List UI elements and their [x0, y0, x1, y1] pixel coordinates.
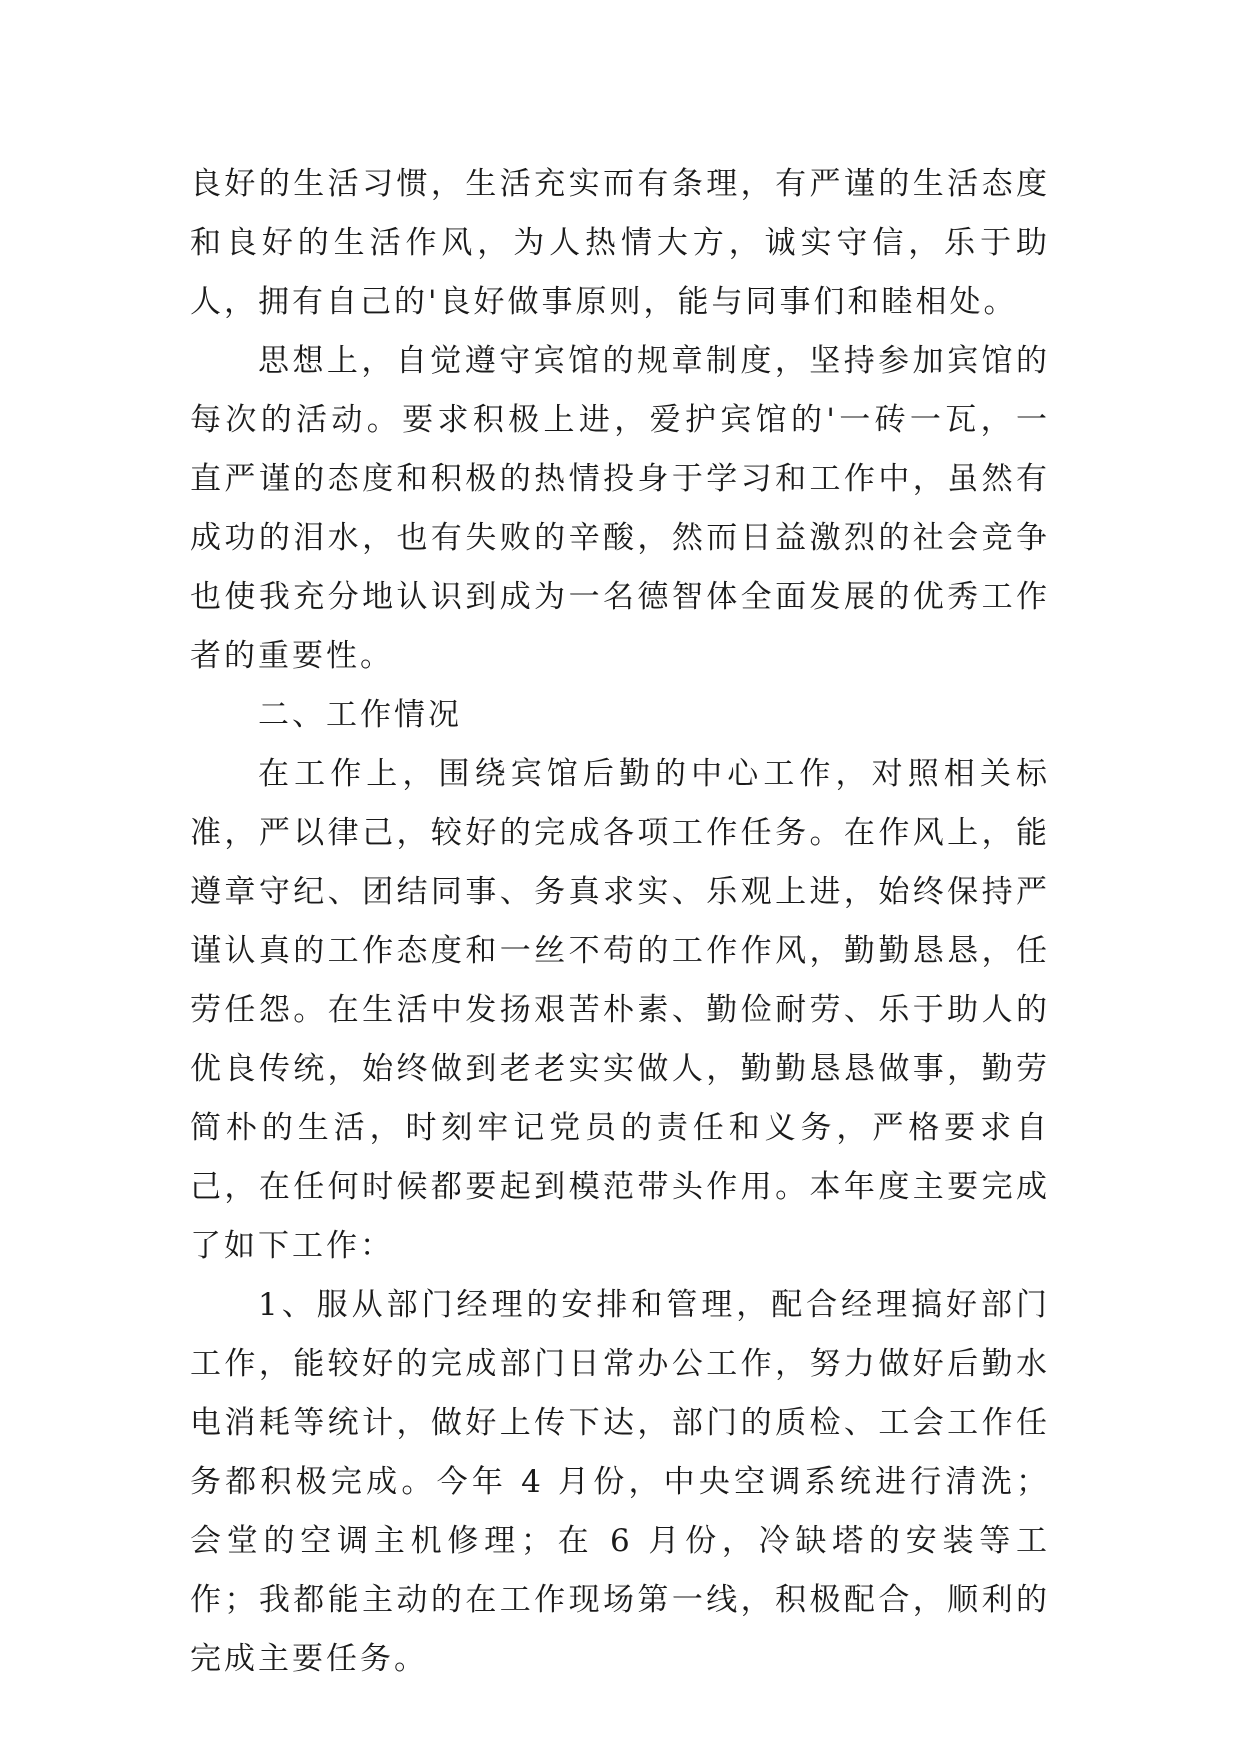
paragraph-thinking: 思想上，自觉遵守宾馆的规章制度，坚持参加宾馆的每次的活动。要求积极上进，爱护宾馆的'一砖一瓦，一直严谨的态度和积极的热情投身于学习和工作中，虽然有成功的泪水，也有失败的辛酸，然而日益激烈的社会竞争也使我充分地认识到成为一名德智体全面发展的优秀工作者的重要性。 [190, 343, 1050, 674]
paragraph-work-overview: 在工作上，围绕宾馆后勤的中心工作，对照相关标准，严以律己，较好的完成各项工作任务。在作风上，能遵章守纪、团结同事、务真求实、乐观上进，始终保持严谨认真的工作态度和一丝不苟的工作作风，勤勤恳恳，任劳任怨。在生活中发扬艰苦朴素、勤俭耐劳、乐于助人的优良传统，始终做到老老实实做人，勤勤恳恳做事，勤劳简朴的生活，时刻牢记党员的责任和义务，严格要求自己，在任何时候都要起到模范带头作用。本年度主要完成了如下工作： [190, 756, 1050, 1264]
paragraph-work-item-1: 1、服从部门经理的安排和管理，配合经理搞好部门工作，能较好的完成部门日常办公工作，努力做好后勤水电消耗等统计，做好上传下达，部门的质检、工会工作任务都积极完成。今年 4 月份，中央空调系统进行清洗；会堂的空调主机修理；在 6 月份，冷缺塔的安装等工作；我都能主动的在工作现场第一线，积极配合，顺利的完成主要任务。 [190, 1287, 1050, 1677]
document-body [190, 155, 1050, 1689]
section-heading-work: 二、工作情况 [258, 697, 462, 733]
paragraph-personal-habits: 良好的生活习惯，生活充实而有条理，有严谨的生活态度和良好的生活作风，为人热情大方，诚实守信，乐于助人，拥有自己的'良好做事原则，能与同事们和睦相处。 [190, 166, 1050, 320]
